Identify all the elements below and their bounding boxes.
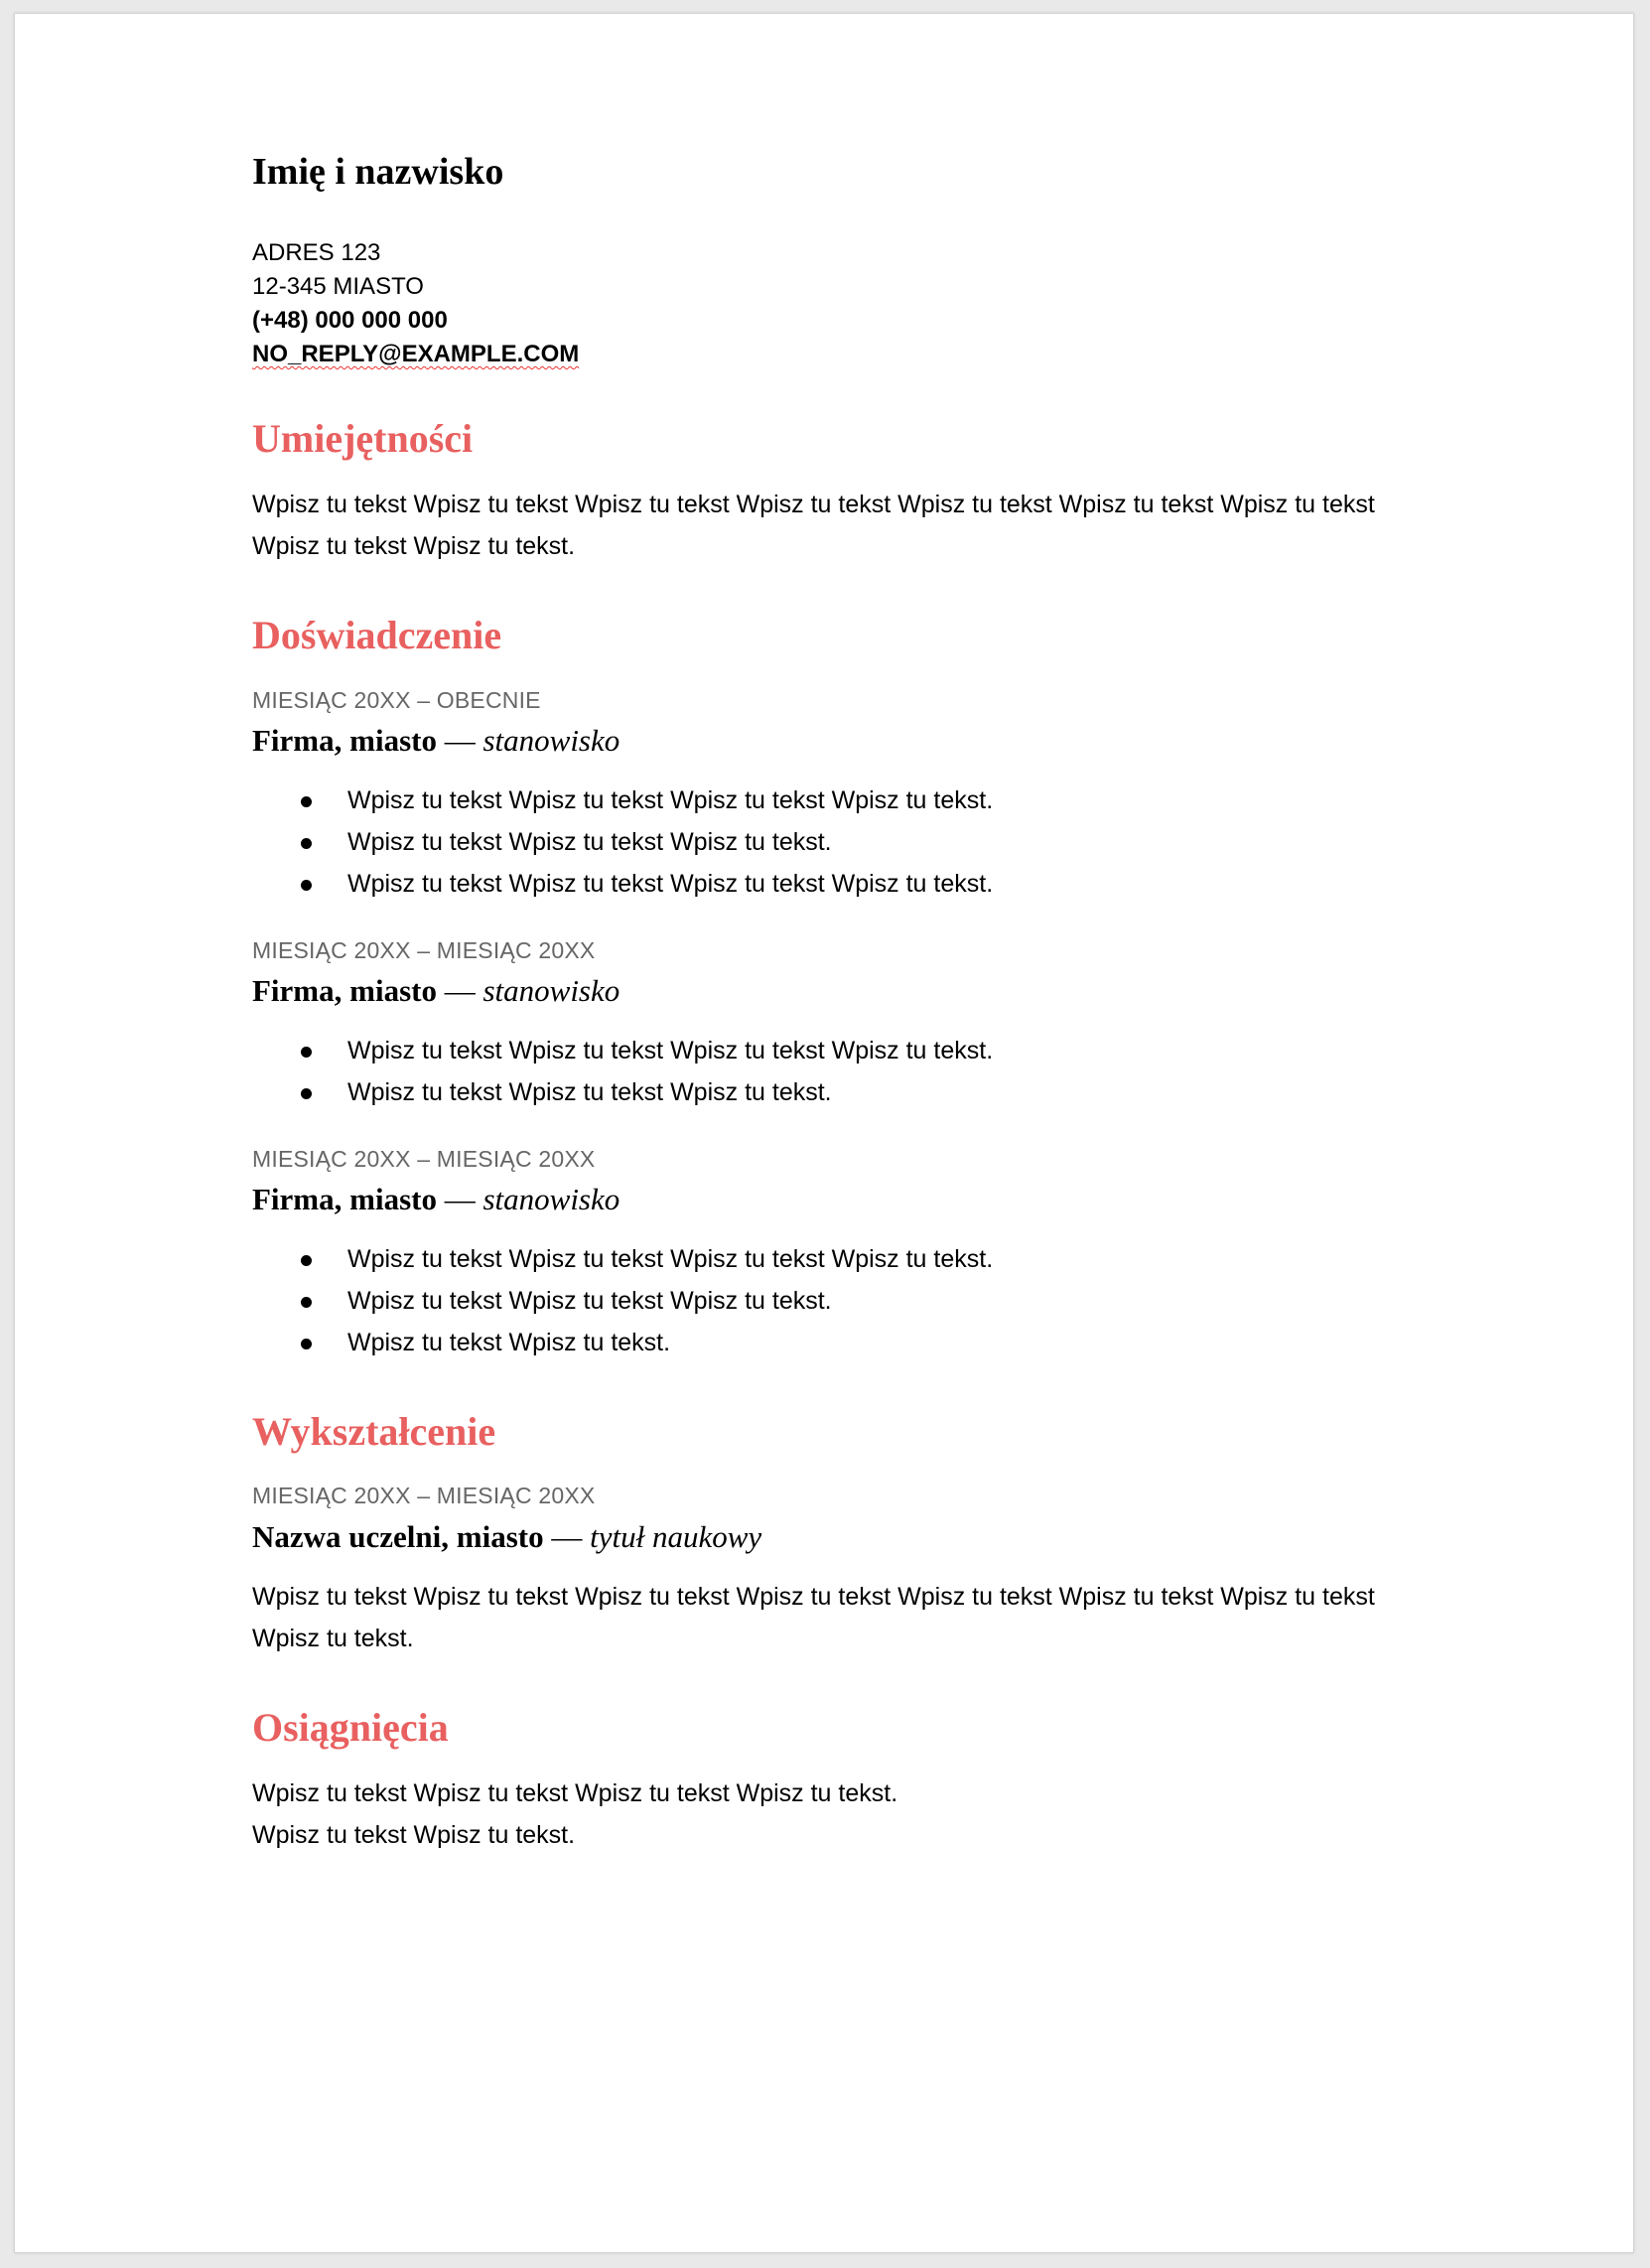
- job-2-bullet-list[interactable]: [252, 1030, 993, 1113]
- job-2-heading[interactable]: [252, 975, 619, 1006]
- person-name[interactable]: Imię i nazwisko: [252, 151, 504, 193]
- list-item[interactable]: [252, 1030, 993, 1071]
- list-item-text[interactable]: Wpisz tu tekst Wpisz tu tekst.: [347, 1329, 671, 1356]
- list-item[interactable]: [252, 1280, 993, 1322]
- bullet-icon: [301, 1339, 312, 1349]
- list-item-text[interactable]: Wpisz tu tekst Wpisz tu tekst Wpisz tu tekst.: [347, 828, 832, 856]
- education-degree[interactable]: tytuł naukowy: [590, 1519, 762, 1554]
- contact-block[interactable]: [252, 236, 579, 371]
- section-title-experience[interactable]: Doświadczenie: [252, 613, 502, 657]
- section-title-achievements[interactable]: Osiągnięcia: [252, 1705, 449, 1750]
- job-1-heading[interactable]: [252, 725, 619, 756]
- list-item-text[interactable]: Wpisz tu tekst Wpisz tu tekst Wpisz tu tekst.: [347, 1078, 832, 1106]
- job-1-bullet-list[interactable]: [252, 780, 993, 905]
- job-1-position[interactable]: stanowisko: [482, 723, 620, 758]
- list-item-text[interactable]: Wpisz tu tekst Wpisz tu tekst Wpisz tu tekst.: [347, 1287, 832, 1315]
- list-item-text[interactable]: Wpisz tu tekst Wpisz tu tekst Wpisz tu tekst Wpisz tu tekst.: [347, 870, 994, 898]
- skills-text[interactable]: Wpisz tu tekst Wpisz tu tekst Wpisz tu tekst Wpisz tu tekst Wpisz tu tekst Wpisz tu tekst Wpisz tu tekst Wpisz tu tekst Wpisz tu tekst.: [252, 491, 1375, 560]
- job-3-dash: —: [436, 1182, 483, 1216]
- education-dates[interactable]: MIESIĄC 20XX – MIESIĄC 20XX: [252, 1483, 596, 1508]
- document-page[interactable]: [14, 13, 1634, 2253]
- phone-number[interactable]: (+48) 000 000 000: [252, 307, 448, 334]
- email-address[interactable]: [252, 338, 579, 371]
- education-school[interactable]: Nazwa uczelni, miasto: [252, 1519, 544, 1554]
- job-3-bullet-list[interactable]: [252, 1238, 993, 1363]
- bullet-icon: [301, 1255, 312, 1266]
- job-3-company[interactable]: Firma, miasto: [252, 1182, 437, 1216]
- section-title-skills[interactable]: Umiejętności: [252, 416, 474, 461]
- spellcheck-email[interactable]: NO_REPLY@EXAMPLE.COM: [252, 341, 580, 367]
- address-line-2[interactable]: 12-345 MIASTO: [252, 273, 424, 300]
- list-item-text[interactable]: Wpisz tu tekst Wpisz tu tekst Wpisz tu tekst Wpisz tu tekst.: [347, 1037, 994, 1064]
- section-title-education[interactable]: Wykształcenie: [252, 1409, 496, 1454]
- education-dash: —: [543, 1519, 591, 1554]
- list-item[interactable]: [252, 1071, 993, 1113]
- job-2-dates[interactable]: MIESIĄC 20XX – MIESIĄC 20XX: [252, 937, 596, 963]
- achievements-line-2[interactable]: Wpisz tu tekst Wpisz tu tekst.: [252, 1821, 576, 1849]
- job-3-position[interactable]: stanowisko: [482, 1182, 620, 1216]
- list-item[interactable]: [252, 1238, 993, 1280]
- bullet-icon: [301, 1297, 312, 1308]
- list-item[interactable]: [252, 1322, 993, 1363]
- job-1-dash: —: [436, 723, 483, 758]
- job-2-position[interactable]: stanowisko: [482, 973, 620, 1008]
- education-heading[interactable]: [252, 1521, 761, 1552]
- list-item[interactable]: [252, 863, 993, 905]
- address-line-1[interactable]: ADRES 123: [252, 239, 381, 266]
- job-3-heading[interactable]: [252, 1184, 619, 1214]
- list-item-text[interactable]: Wpisz tu tekst Wpisz tu tekst Wpisz tu tekst Wpisz tu tekst.: [347, 786, 994, 814]
- list-item[interactable]: [252, 780, 993, 821]
- bullet-icon: [301, 1088, 312, 1099]
- job-2-dash: —: [436, 973, 483, 1008]
- bullet-icon: [301, 1047, 312, 1058]
- education-text[interactable]: Wpisz tu tekst Wpisz tu tekst Wpisz tu tekst Wpisz tu tekst Wpisz tu tekst Wpisz tu tekst Wpisz tu tekst Wpisz tu tekst.: [252, 1583, 1375, 1652]
- list-item-text[interactable]: Wpisz tu tekst Wpisz tu tekst Wpisz tu tekst Wpisz tu tekst.: [347, 1245, 994, 1273]
- achievements-line-1[interactable]: Wpisz tu tekst Wpisz tu tekst Wpisz tu tekst Wpisz tu tekst.: [252, 1779, 898, 1807]
- job-3-dates[interactable]: MIESIĄC 20XX – MIESIĄC 20XX: [252, 1146, 596, 1172]
- job-2-company[interactable]: Firma, miasto: [252, 973, 437, 1008]
- bullet-icon: [301, 838, 312, 849]
- job-1-dates[interactable]: MIESIĄC 20XX – OBECNIE: [252, 687, 541, 713]
- job-1-company[interactable]: Firma, miasto: [252, 723, 437, 758]
- list-item[interactable]: [252, 821, 993, 863]
- bullet-icon: [301, 796, 312, 807]
- bullet-icon: [301, 880, 312, 891]
